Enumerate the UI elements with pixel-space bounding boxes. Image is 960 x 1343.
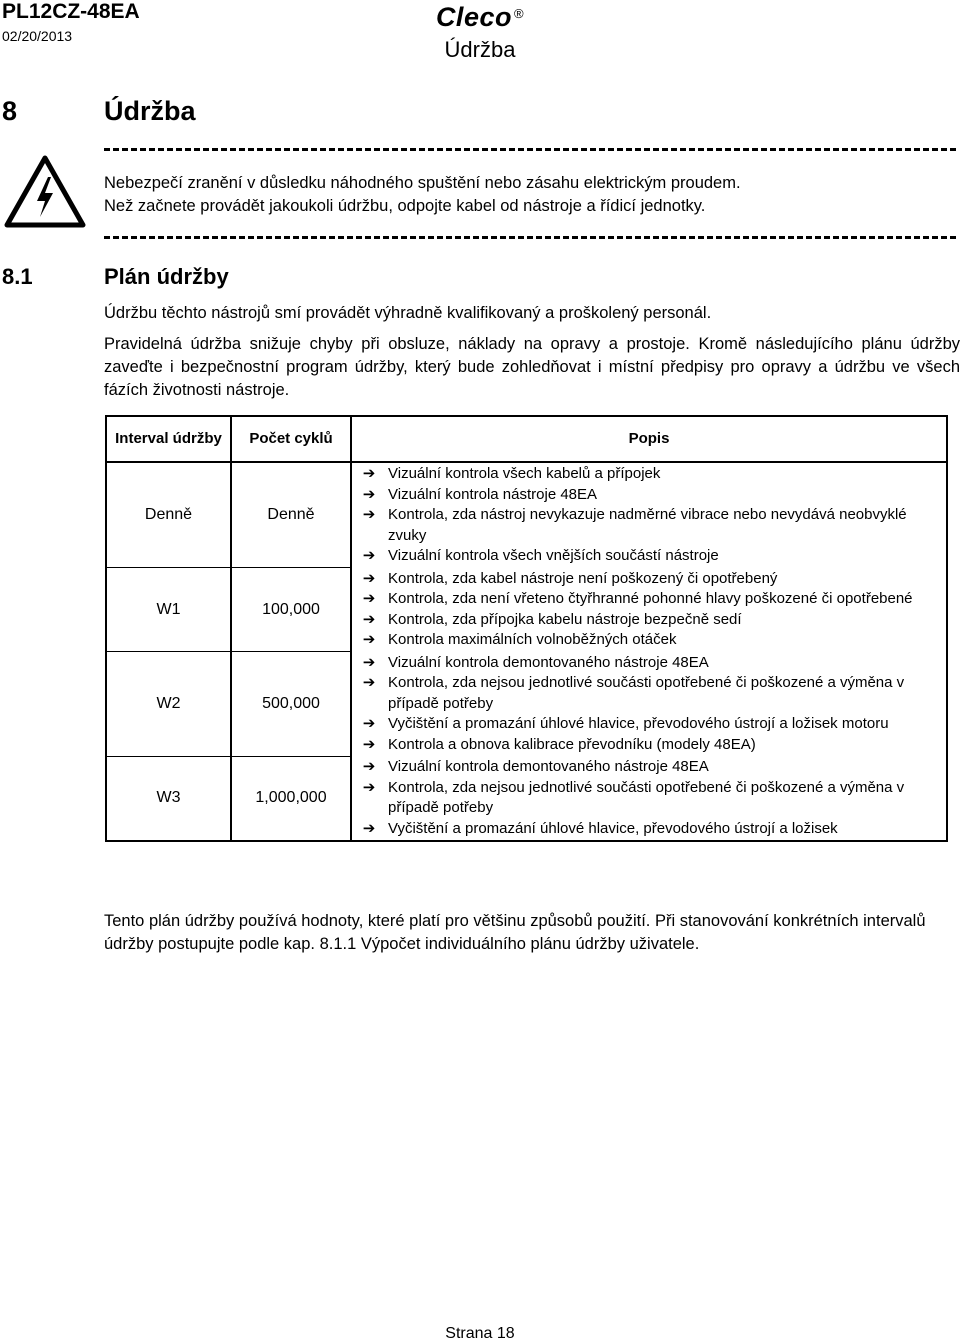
description-cell xyxy=(351,756,947,841)
interval-cell: Denně xyxy=(106,462,231,568)
task-text: Vizuální kontrola všech kabelů a přípojek xyxy=(388,465,661,482)
table-header-row xyxy=(106,416,947,462)
table-row xyxy=(106,568,947,652)
arrow-right-icon: ➔ xyxy=(362,569,376,587)
task-text: Kontrola, zda kabel nástroje není poškozený či opotřebený xyxy=(388,569,778,587)
section-number: 8 xyxy=(2,96,18,126)
arrow-right-icon: ➔ xyxy=(362,819,376,837)
description-cell xyxy=(351,652,947,757)
task-text: Kontrola maximálních volnoběžných otáček xyxy=(388,631,677,648)
arrow-right-icon: ➔ xyxy=(362,653,376,671)
paragraph xyxy=(104,333,960,402)
arrow-right-icon: ➔ xyxy=(362,610,376,628)
warning-line: Nebezpečí zranění v důsledku náhodného spuštění nebo zásahu elektrickým proudem. xyxy=(104,174,741,192)
task-text: Vyčištění a promazání úhlové hlavice, převodového ústrojí a ložisek motoru xyxy=(388,715,889,732)
column-header-cycles: Počet cyklů xyxy=(231,416,351,462)
task-text: Kontrola, zda nejsou jednotlivé součásti opotřebené či poškozené a výměna v případě potřeby xyxy=(388,778,905,816)
task-item xyxy=(358,714,942,735)
column-header-interval: Interval údržby xyxy=(106,416,231,462)
cycles-cell: 100,000 xyxy=(231,568,351,652)
task-list xyxy=(358,653,942,756)
task-item xyxy=(358,653,942,674)
paragraph-sentence: Kromě následujícího plánu údržby zaveďte i bezpečnostní program údržby, který bude zohledňovat i místní předpisy pro opravy a údržbu ve všech fázích životnosti nástroje. xyxy=(104,335,960,399)
task-item xyxy=(358,735,942,756)
column-header-description: Popis xyxy=(351,416,947,462)
warning-line: Než začnete provádět jakoukoli údržbu, odpojte kabel od nástroje a řídicí jednotky. xyxy=(104,197,706,215)
task-text: Vyčištění a promazání úhlové hlavice, převodového ústrojí a ložisek xyxy=(388,819,838,837)
task-item xyxy=(358,673,942,714)
task-item xyxy=(358,464,942,485)
cycles-cell: 1,000,000 xyxy=(231,756,351,841)
task-item xyxy=(358,778,942,819)
table-row xyxy=(106,462,947,568)
task-item xyxy=(358,819,942,840)
brand-logo xyxy=(0,2,960,33)
arrow-right-icon: ➔ xyxy=(362,735,376,753)
warning-top-rule xyxy=(104,148,958,151)
task-list xyxy=(358,569,942,651)
electric-shock-hazard-icon xyxy=(4,155,86,229)
task-item xyxy=(358,757,942,778)
arrow-right-icon: ➔ xyxy=(362,485,376,503)
arrow-right-icon: ➔ xyxy=(362,590,376,607)
registered-mark: ® xyxy=(513,6,525,21)
document-date: 02/20/2013 xyxy=(2,28,73,44)
task-text: Kontrola, zda nejsou jednotlivé součásti opotřebené či poškozené a výměna v případě potřeby xyxy=(388,674,905,712)
interval-cell: W2 xyxy=(106,652,231,757)
task-text: Kontrola, zda přípojka kabelu nástroje bezpečně sedí xyxy=(388,610,742,628)
task-text: Vizuální kontrola všech vnějších součástí nástroje xyxy=(388,547,719,564)
section-title: Údržba xyxy=(104,96,196,126)
task-text: Kontrola, zda není vřeteno čtyřhranné pohonné hlavy poškozené či opotřebené xyxy=(388,590,913,607)
task-item xyxy=(358,630,942,651)
task-list xyxy=(358,464,942,567)
task-text: Vizuální kontrola nástroje 48EA xyxy=(388,485,598,503)
paragraph: Údržbu těchto nástrojů smí provádět výhradně kvalifikovaný a proškolený personál. xyxy=(104,304,712,322)
paragraph-sentence: Pravidelná údržba snižuje chyby při obsluze, náklady na opravy a prostoje. xyxy=(104,335,690,353)
cycles-cell: Denně xyxy=(231,462,351,568)
task-item xyxy=(358,546,942,567)
table-row xyxy=(106,652,947,757)
document-model: PL12CZ-48EA xyxy=(2,0,140,23)
task-text: Kontrola, zda nástroj nevykazuje nadměrné vibrace nebo nevydává neobvyklé zvuky xyxy=(388,506,907,544)
table-body xyxy=(106,462,947,841)
arrow-right-icon: ➔ xyxy=(362,506,376,523)
footer-paragraph: Tento plán údržby používá hodnoty, které platí pro většinu způsobů použití. Při stanovování konkrétních intervalů údržby postupujte podle kap. 8.1.1 Výpočet individuálního plánu údržby uživatele. xyxy=(104,912,926,953)
brand-name: Cleco xyxy=(435,2,512,32)
table-row xyxy=(106,756,947,841)
task-item xyxy=(358,589,942,610)
task-item xyxy=(358,569,942,590)
task-item xyxy=(358,505,942,546)
header-subtitle: Údržba xyxy=(444,37,516,62)
warning-bottom-rule xyxy=(104,236,958,239)
arrow-right-icon: ➔ xyxy=(362,631,376,648)
maintenance-schedule-table xyxy=(105,415,948,842)
task-text: Kontrola a obnova kalibrace převodníku (modely 48EA) xyxy=(388,735,756,753)
arrow-right-icon: ➔ xyxy=(362,674,376,691)
task-item xyxy=(358,485,942,506)
arrow-right-icon: ➔ xyxy=(362,778,376,796)
task-item xyxy=(358,610,942,631)
cycles-cell: 500,000 xyxy=(231,652,351,757)
task-list xyxy=(358,757,942,839)
page-number: Strana 18 xyxy=(445,1325,515,1342)
interval-cell: W1 xyxy=(106,568,231,652)
arrow-right-icon: ➔ xyxy=(362,715,376,732)
task-text: Vizuální kontrola demontovaného nástroje 48EA xyxy=(388,653,709,671)
description-cell xyxy=(351,462,947,568)
warning-text xyxy=(104,172,741,218)
arrow-right-icon: ➔ xyxy=(362,758,376,775)
arrow-right-icon: ➔ xyxy=(362,465,376,482)
subsection-title: Plán údržby xyxy=(104,264,229,289)
interval-cell: W3 xyxy=(106,756,231,841)
subsection-number: 8.1 xyxy=(2,264,33,289)
arrow-right-icon: ➔ xyxy=(362,547,376,564)
description-cell xyxy=(351,568,947,652)
task-text: Vizuální kontrola demontovaného nástroje 48EA xyxy=(388,758,709,775)
